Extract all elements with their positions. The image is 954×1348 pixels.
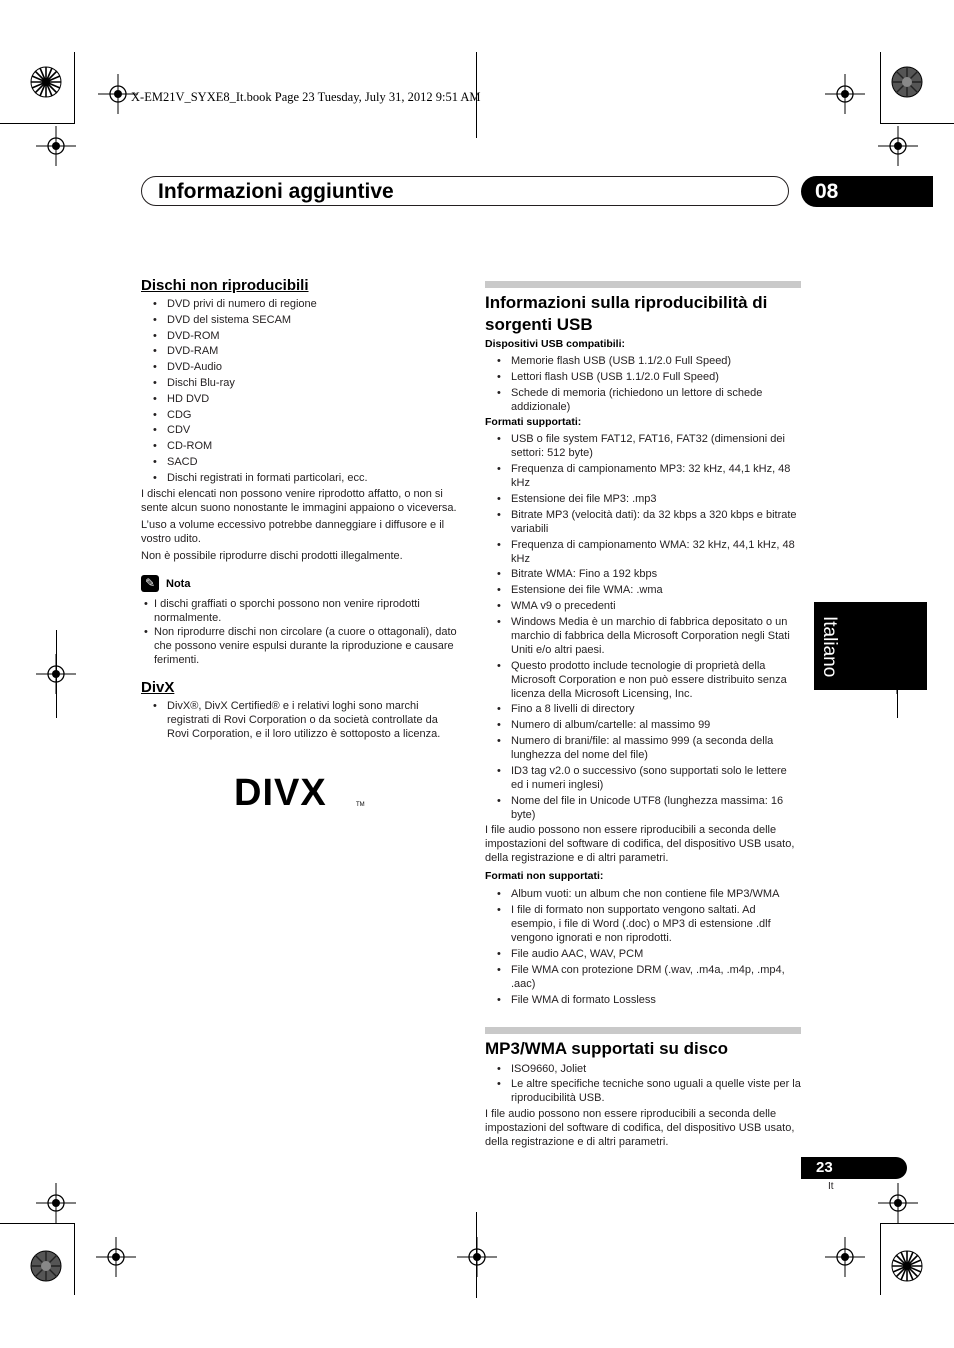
list-item: • HD DVD [141,392,459,406]
color-target-icon [891,66,923,98]
list-item: • CD-ROM [141,439,459,453]
list-item: • Questo prodotto include tecnologie di proprietà della Microsoft Corporation e non può essere distribuito senza licenza della Microsoft Licensing, Inc. [485,659,801,701]
list-item: • I dischi graffiati o sporchi possono non venire riprodotti normalmente. [141,597,459,625]
paragraph: L’uso a volume eccessivo potrebbe danneggiare i diffusore e il vostro udito. [141,518,445,545]
list-item: • Album vuoti: un album che non contiene file MP3/WMA [485,887,801,901]
section-heading: Informazioni sulla riproducibilità di sorgenti USB [485,293,768,334]
list-item: • File audio AAC, WAV, PCM [485,947,801,961]
registration-mark-icon [96,1237,136,1277]
page-number: 23 [816,1159,833,1176]
list-item: • Dischi Blu-ray [141,376,459,390]
subsection-label: Formati supportati: [485,416,582,429]
right-column [485,281,801,1149]
section-heading: Dischi non riproducibili [141,277,309,294]
list-item: • DivX®, DivX Certified® e i relativi loghi sono marchi registrati di Rovi Corporation o da società controllate da Rovi Corporation, e il loro utilizzo è sottoposto a licenza. [141,699,459,741]
list-item: • Non riprodurre dischi non circolare (a cuore o ottagonali), dato che possono venire espulsi durante la riproduzione e causare ferimenti. [141,625,459,667]
list-item: • Dischi registrati in formati particolari, ecc. [141,471,459,485]
section-divider [485,281,801,288]
subsection-label: Formati non supportati: [485,870,604,883]
left-column [141,277,459,743]
unplayable-discs-list [141,297,459,485]
list-item: • SACD [141,455,459,469]
note-list [141,597,459,667]
list-item: • DVD del sistema SECAM [141,313,459,327]
crop-mark [880,52,881,124]
list-item: • Numero di album/cartelle: al massimo 99 [485,718,801,732]
subsection-label: Dispositivi USB compatibili: [485,338,626,350]
list-item: • Windows Media è un marchio di fabbrica depositato o un marchio di fabbrica della Microsoft Corporation negli Stati Uniti e/o altri paesi. [485,615,801,657]
list-item: • Estensione dei file MP3: .mp3 [485,492,801,506]
crop-mark [0,1223,74,1224]
chapter-number-tab [801,176,933,207]
list-item: • File WMA di formato Lossless [485,993,801,1007]
divx-logo [232,772,368,815]
crop-mark [74,52,75,124]
list-item: • Frequenza di campionamento MP3: 32 kHz, 44,1 kHz, 48 kHz [485,462,801,490]
list-item: • Memorie flash USB (USB 1.1/2.0 Full Speed) [485,354,801,368]
language-label: Italiano [819,616,840,678]
color-target-icon [30,66,62,98]
crop-mark [880,123,954,124]
registration-mark-icon [825,1237,865,1277]
note-label: Nota [166,577,191,590]
paragraph: I file audio possono non essere riproducibili a seconda delle impostazioni del software di codifica, del dispositivo USB usato, della registrazione e di altri parametri. [485,824,795,865]
chapter-title-bar [141,176,789,206]
supported-formats-list [485,432,801,821]
crop-mark [0,123,74,124]
list-item: • ISO9660, Joliet [485,1062,801,1076]
list-item: • Schede di memoria (richiedono un lettore di schede addizionale) [485,386,801,414]
list-item: • Numero di brani/file: al massimo 999 (a seconda della lunghezza del nome del file) [485,734,801,762]
crop-mark [880,1223,954,1224]
page-language-code: It [828,1181,834,1192]
paragraph: Non è possibile riprodurre dischi prodotti illegalmente. [141,549,403,562]
crop-mark [880,1223,881,1295]
list-item: • USB o file system FAT12, FAT16, FAT32 (dimensioni dei settori: 512 byte) [485,432,801,460]
list-item: • DVD-ROM [141,329,459,343]
note-pencil-icon: ✎ [141,575,159,592]
chapter-number: 08 [815,180,839,203]
registration-mark-icon [457,1237,497,1277]
list-item: • File WMA con protezione DRM (.wav, .m4a, .m4p, .mp4, .aac) [485,963,801,991]
list-item: • Bitrate MP3 (velocità dati): da 32 kbps a 320 kbps e bitrate variabili [485,508,801,536]
section-heading: MP3/WMA supportati su disco [485,1038,729,1058]
section-divider [485,1027,801,1034]
divx-logo-tm: TM [356,802,365,808]
list-item: • Frequenza di campionamento WMA: 32 kHz, 44,1 kHz, 48 kHz [485,538,801,566]
crop-mark [74,1223,75,1295]
paragraph: I dischi elencati non possono venire riprodotto affatto, o non si sente alcun suono nonostante le immagini appaiono o viceversa. [141,487,457,514]
list-item: • DVD privi di numero di regione [141,297,459,311]
paragraph: I file audio possono non essere riproducibili a seconda delle impostazioni del software di codifica, del dispositivo USB usato, della registrazione e di altri parametri. [485,1108,795,1149]
registration-mark-icon [878,1183,918,1223]
note-header [141,575,459,593]
color-target-icon [30,1250,62,1282]
registration-mark-icon [36,126,76,166]
list-item: • Fino a 8 livelli di directory [485,702,801,716]
disc-specs-list [485,1062,801,1106]
list-item: • I file di formato non supportato vengono saltati. Ad esempio, i file di Word (.doc) o MP3 di estensione .dlf vengono ignorati e non riprodotti. [485,903,801,945]
list-item: • Bitrate WMA: Fino a 192 kbps [485,567,801,581]
usb-devices-list [485,354,801,414]
list-item: • Lettori flash USB (USB 1.1/2.0 Full Speed) [485,370,801,384]
list-item: • DVD-RAM [141,344,459,358]
list-item: • Nome del file in Unicode UTF8 (lunghezza massima: 16 byte) [485,794,801,822]
divx-list [141,699,459,741]
list-item: • CDV [141,423,459,437]
list-item: • Estensione dei file WMA: .wma [485,583,801,597]
list-item: • ID3 tag v2.0 o successivo (sono supportati solo le lettere ed i numeri inglesi) [485,764,801,792]
registration-mark-icon [878,126,918,166]
print-header: X-EM21V_SYXE8_It.book Page 23 Tuesday, July 31, 2012 9:51 AM [131,90,481,104]
color-target-icon [891,1250,923,1282]
divx-logo-text: DIVX [234,772,327,810]
unsupported-formats-list [485,887,801,1006]
list-item: • WMA v9 o precedenti [485,599,801,613]
registration-mark-icon [825,74,865,114]
registration-mark-icon [36,1183,76,1223]
page-title: Informazioni aggiuntive [158,180,394,203]
list-item: • DVD-Audio [141,360,459,374]
list-item: • CDG [141,408,459,422]
list-item: • Le altre specifiche tecniche sono uguali a quelle viste per la riproducibilità USB. [485,1077,801,1105]
section-heading: DivX [141,678,175,696]
page-number-tab [801,1157,907,1179]
registration-mark-icon [36,654,76,694]
